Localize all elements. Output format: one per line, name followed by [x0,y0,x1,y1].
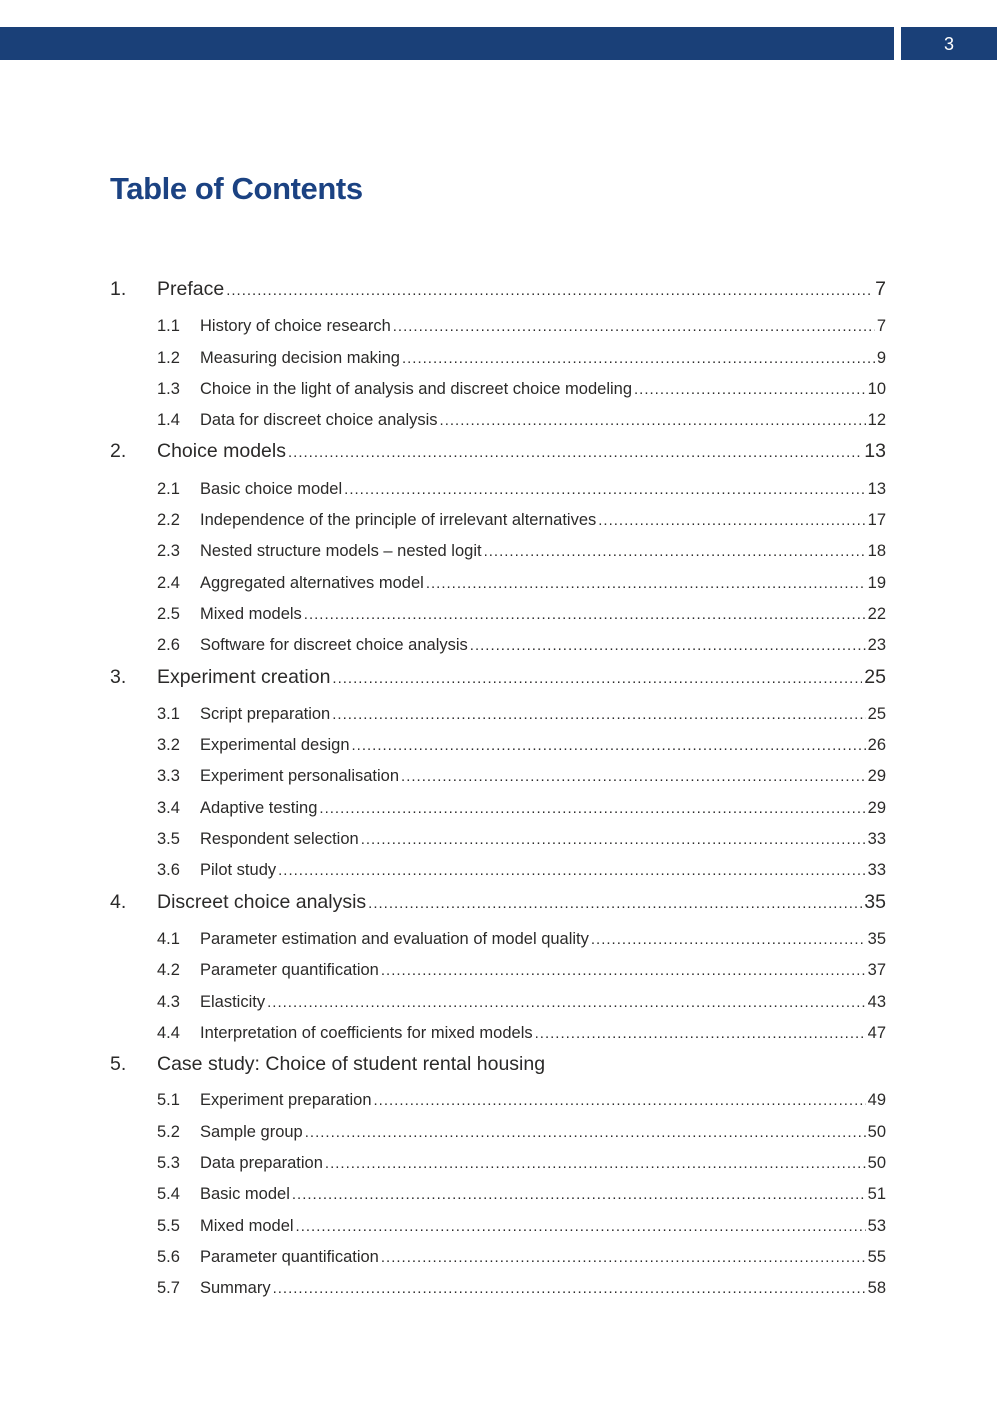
toc-entry-page: 33 [867,861,886,880]
toc-entry-label: Adaptive testing [200,798,318,817]
dot-leader [305,1117,866,1148]
toc-entry [110,1049,886,1080]
toc-entry-page: 7 [875,278,886,300]
toc-list [110,274,886,1305]
toc-entry-label: Nested structure models – nested logit [200,542,482,561]
toc-entry [110,343,886,374]
toc-entry-label: Independence of the principle of irrelevant alternatives [200,511,597,530]
toc-entry [110,311,886,342]
dot-leader [634,374,866,405]
toc-entry [110,405,886,436]
toc-entry-label: Mixed models [200,604,302,623]
toc-entry-number: 5. [110,1053,127,1076]
toc-entry [110,730,886,761]
toc-entry [110,793,886,824]
toc-entry-number: 1.4 [157,411,180,430]
toc-entry-label: Experiment creation [157,665,331,688]
dot-leader [325,1148,866,1179]
toc-entry-page: 50 [867,1154,886,1173]
toc-entry-page: 29 [867,767,886,786]
toc-entry-page: 22 [867,604,886,623]
toc-entry-label: Data for discreet choice analysis [200,411,438,430]
dot-leader [368,887,862,919]
toc-entry-number: 3.6 [157,861,180,880]
toc-entry-page: 49 [867,1091,886,1110]
toc-entry-number: 4. [110,890,127,913]
dot-leader [402,343,875,374]
toc-entry-number: 2. [110,440,127,463]
toc-entry-label: Summary [200,1279,271,1298]
dot-leader [267,987,866,1018]
toc-entry-page: 10 [867,379,886,398]
dot-leader [344,474,865,505]
dot-leader [278,855,866,886]
toc-entry [110,568,886,599]
toc-entry-page: 35 [864,890,886,913]
toc-entry [110,474,886,505]
dot-leader [319,793,865,824]
toc-entry-label: Sample group [200,1122,303,1141]
toc-entry-label: Preface [157,278,225,300]
toc-entry-label: Experiment preparation [200,1091,372,1110]
toc-entry [110,374,886,405]
toc-entry-number: 3.5 [157,830,180,849]
toc-entry [110,761,886,792]
toc-entry-number: 2.2 [157,511,180,530]
toc-entry [110,1018,886,1049]
toc-entry-page: 25 [867,704,886,723]
toc-entry-label: Parameter quantification [200,1247,379,1266]
toc-entry-number: 3.4 [157,798,180,817]
toc-entry [110,630,886,661]
dot-leader [470,630,866,661]
toc-entry [110,1211,886,1242]
dot-leader [381,1242,866,1273]
toc-entry [110,824,886,855]
toc-entry-label: Mixed model [200,1216,294,1235]
toc-entry-number: 3. [110,665,127,688]
toc-entry-number: 5.5 [157,1216,180,1235]
toc-entry [110,924,886,955]
dot-leader [296,1211,866,1242]
toc-entry-page: 51 [867,1185,886,1204]
toc-entry-number: 5.3 [157,1154,180,1173]
toc-entry-number: 5.6 [157,1247,180,1266]
toc-entry-page: 12 [867,411,886,430]
toc-entry-label: Respondent selection [200,830,359,849]
toc-entry-number: 1.3 [157,379,180,398]
toc-entry-page: 25 [864,665,886,688]
toc-entry-label: Pilot study [200,861,277,880]
toc-entry-label: Choice in the light of analysis and discreet choice modeling [200,379,632,398]
dot-leader [292,1179,866,1210]
toc-entry-number: 4.4 [157,1023,180,1042]
toc-entry-label: History of choice research [200,317,391,336]
toc-entry-label: Parameter estimation and evaluation of model quality [200,929,589,948]
toc-entry-page: 19 [867,573,886,592]
toc-entry [110,1242,886,1273]
toc-entry [110,887,886,919]
toc-entry-label: Data preparation [200,1154,323,1173]
toc-entry-label: Interpretation of coefficients for mixed models [200,1023,533,1042]
toc-entry [110,1117,886,1148]
toc-entry-page: 13 [867,479,886,498]
toc-entry-page: 53 [867,1216,886,1235]
toc-entry-page: 13 [864,440,886,463]
toc-entry [110,599,886,630]
dot-leader [426,568,866,599]
toc-entry-number: 4.3 [157,992,180,1011]
toc-entry [110,1148,886,1179]
toc-entry [110,536,886,567]
toc-entry-label: Aggregated alternatives model [200,573,424,592]
toc-entry-label: Software for discreet choice analysis [200,636,468,655]
toc-entry [110,987,886,1018]
toc-entry-page: 18 [867,542,886,561]
toc-entry-label: Basic model [200,1185,290,1204]
toc-entry-number: 5.4 [157,1185,180,1204]
toc-entry-number: 2.4 [157,573,180,592]
dot-leader [352,730,866,761]
toc-entry-page: 29 [867,798,886,817]
toc-entry-label: Case study: Choice of student rental housing [157,1053,546,1076]
toc-entry [110,436,886,468]
dot-leader [440,405,866,436]
toc-entry-page: 26 [867,736,886,755]
toc-entry-label: Script preparation [200,704,331,723]
toc-entry-number: 5.2 [157,1122,180,1141]
toc-entry-page: 37 [867,961,886,980]
page-number: 3 [943,33,954,54]
toc-entry [110,1273,886,1304]
toc-entry-page: 9 [876,348,886,367]
page-number-box [901,27,997,60]
dot-leader [273,1273,866,1304]
toc-entry [110,955,886,986]
dot-leader [535,1018,866,1049]
dot-leader [381,955,866,986]
toc-entry [110,855,886,886]
toc-entry-page: 55 [867,1247,886,1266]
toc-entry-page: 58 [867,1279,886,1298]
toc-entry-number: 5.7 [157,1279,180,1298]
toc-entry [110,1085,886,1116]
toc-entry-label: Basic choice model [200,479,343,498]
page-title: Table of Contents [110,171,363,206]
dot-leader [374,1085,866,1116]
toc-entry-page: 7 [876,317,886,336]
toc-entry [110,505,886,536]
toc-entry-number: 1.2 [157,348,180,367]
toc-entry-number: 1. [110,278,127,300]
toc-entry-number: 2.3 [157,542,180,561]
dot-leader [361,824,866,855]
toc-entry [110,1179,886,1210]
toc-entry-number: 1.1 [157,317,180,336]
toc-entry [110,662,886,694]
toc-entry-number: 3.1 [157,704,180,723]
toc-entry-number: 2.1 [157,479,180,498]
dot-leader [598,505,865,536]
toc-entry-number: 4.1 [157,929,180,948]
toc-entry-label: Experimental design [200,736,350,755]
dot-leader [304,599,866,630]
toc-entry-number: 5.1 [157,1091,180,1110]
toc-entry-page: 35 [867,929,886,948]
toc-entry-label: Choice models [157,440,286,463]
dot-leader [591,924,866,955]
toc-entry-number: 3.2 [157,736,180,755]
toc-entry-page: 17 [867,511,886,530]
toc-entry-label: Parameter quantification [200,961,379,980]
dot-leader [226,274,873,306]
toc-entry-page: 23 [867,636,886,655]
dot-leader [401,761,866,792]
toc-entry-number: 4.2 [157,961,180,980]
toc-entry-number: 2.5 [157,604,180,623]
dot-leader [332,699,865,730]
toc-entry-page: 47 [867,1023,886,1042]
toc-entry-number: 2.6 [157,636,180,655]
header-bar [0,27,894,60]
toc-entry-label: Measuring decision making [200,348,400,367]
dot-leader [288,436,862,468]
toc-entry-page: 43 [867,992,886,1011]
toc-entry-page: 33 [867,830,886,849]
toc-entry [110,699,886,730]
toc-entry-number: 3.3 [157,767,180,786]
toc-entry-label: Discreet choice analysis [157,890,367,913]
toc-entry-label: Experiment personalisation [200,767,400,786]
dot-leader [484,536,866,567]
dot-leader [393,311,875,342]
toc-entry-page: 50 [867,1122,886,1141]
dot-leader [332,662,862,694]
toc-entry-label: Elasticity [200,992,266,1011]
toc-entry [110,274,886,306]
